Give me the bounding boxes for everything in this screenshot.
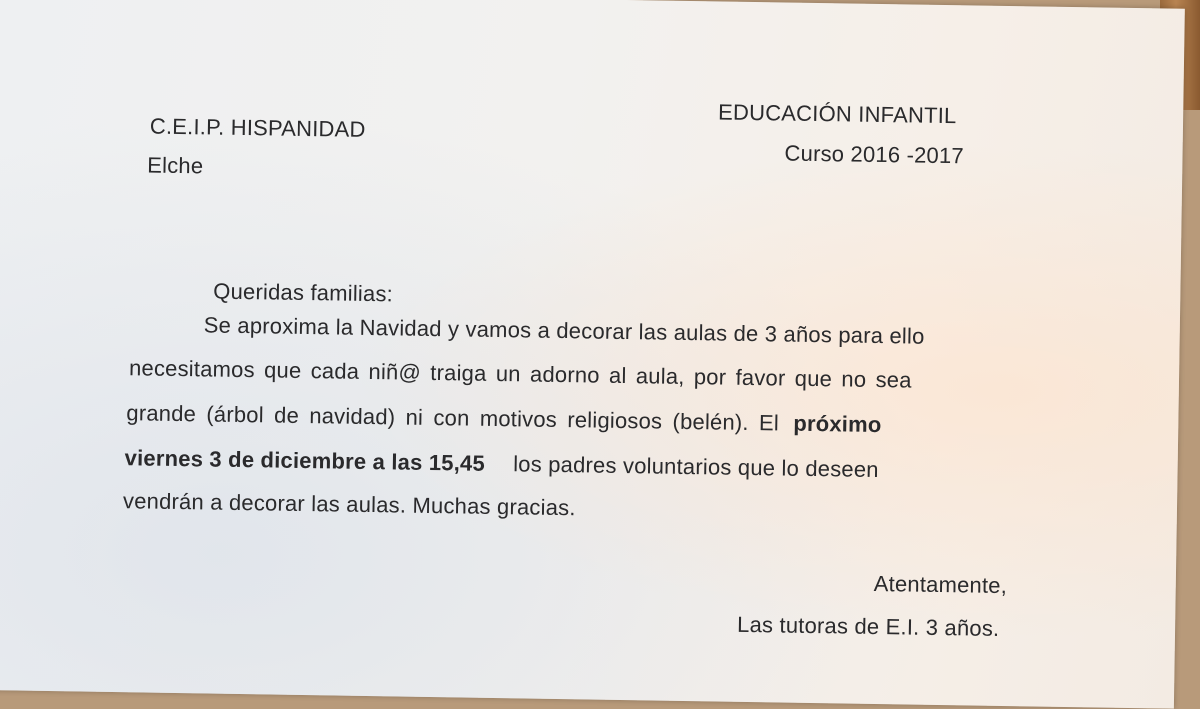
letter-line-1 [204, 312, 1012, 351]
school-name: C.E.I.P. HISPANIDAD [149, 113, 366, 142]
letter-line-3 [126, 400, 1011, 440]
letter-line-2-text: necesitamos que cada niñ@ traiga un adorno al aula, por favor que no sea [128, 355, 912, 393]
letter-line-5: vendrán a decorar las aulas. Muchas gracias. [122, 488, 576, 521]
letter-line-3-text: grande (árbol de navidad) ni con motivos religiosos (belén). El [126, 400, 780, 436]
letter-line-3-bold: próximo [793, 410, 882, 438]
letter-line-4-text: los padres voluntarios que lo deseen [512, 451, 879, 483]
city: Elche [147, 152, 204, 179]
course-year: Curso 2016 -2017 [784, 140, 965, 169]
greeting: Queridas familias: [213, 278, 394, 307]
closing-salutation: Atentamente, [873, 570, 1008, 599]
department: EDUCACIÓN INFANTIL [717, 99, 957, 129]
letter-line-4 [124, 445, 1014, 485]
letter-line-2 [129, 355, 1012, 395]
signature: Las tutoras de E.I. 3 años. [736, 611, 1000, 641]
letter-line-4-bold: viernes 3 de diciembre a las 15,45 [124, 445, 486, 476]
letter-line-1-text: Se aproxima la Navidad y vamos a decorar las aulas de 3 años para ello [203, 312, 925, 349]
